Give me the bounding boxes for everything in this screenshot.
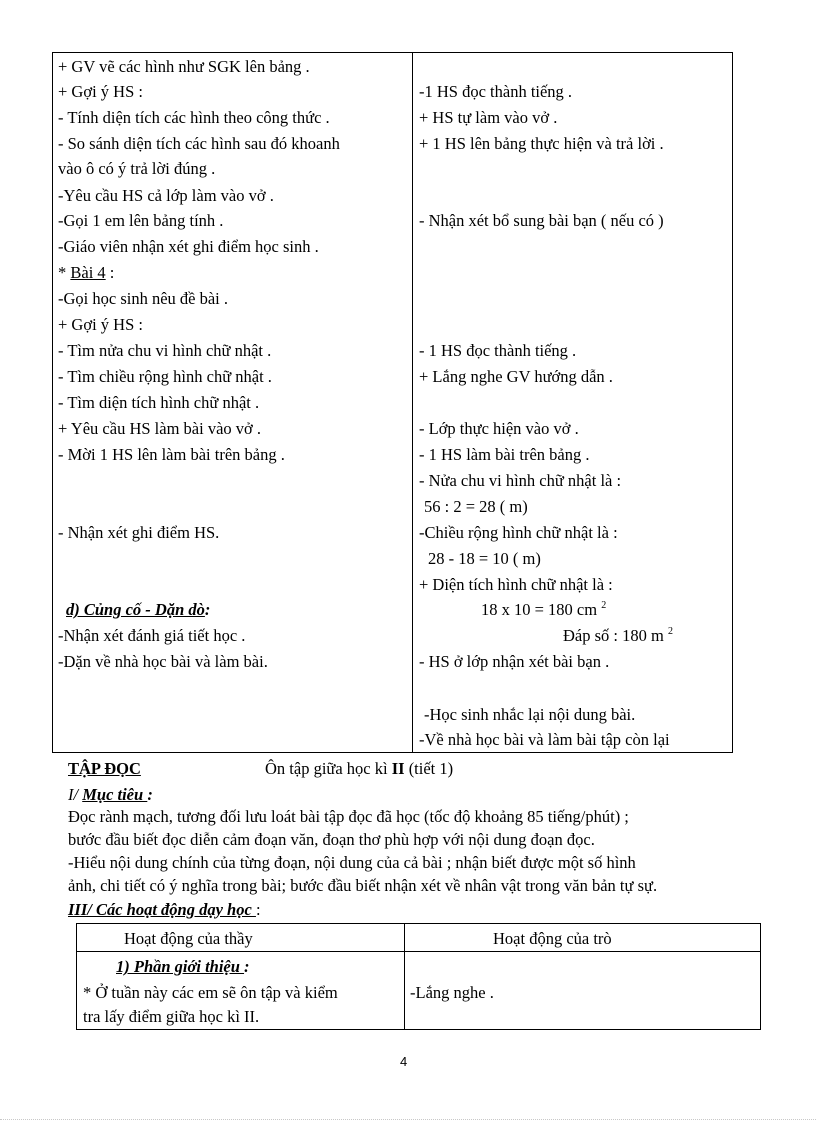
teacher-step: -Gọi 1 em lên bảng tính . (58, 211, 224, 230)
student-step: + Diện tích hình chữ nhật là : (419, 575, 613, 594)
lesson-title-suffix: (tiết 1) (404, 759, 454, 778)
table2-header-teacher: Hoạt động của thầy (124, 929, 253, 948)
student-step: - Nửa chu vi hình chữ nhật là : (419, 471, 622, 490)
area-expression: 18 x 10 = 180 cm (481, 600, 598, 619)
teacher-step: * Ở tuần này các em sẽ ôn tập và kiểm (83, 983, 338, 1002)
teacher-step: -Dặn về nhà học bài và làm bài. (58, 652, 268, 671)
table1-border-right (732, 52, 733, 752)
page-bottom-border (0, 1119, 816, 1120)
teacher-step: -Giáo viên nhận xét ghi điểm học sinh . (58, 237, 319, 256)
student-step: + HS tự làm vào vở . (419, 108, 558, 127)
table2-border-right (760, 923, 761, 1030)
answer-exponent: 2 (667, 626, 673, 637)
student-step: -Về nhà học bài và làm bài tập còn lại (419, 730, 670, 749)
calculation: 56 : 2 = 28 ( m) (424, 497, 528, 516)
section-1-title: 1) Phần giới thiệu (116, 957, 245, 976)
objective-line: -Hiểu nội dung chính của từng đoạn, nội dung của cả bài ; nhận biết được một số hình (68, 853, 636, 872)
teacher-step: -Gọi học sinh nêu đề bài . (58, 289, 229, 308)
objective-line: bước đầu biết đọc diễn cảm đoạn văn, đoạn thơ phù hợp với nội dung đoạn đọc. (68, 830, 595, 849)
colon: : (244, 957, 250, 976)
student-step: - HS ở lớp nhận xét bài bạn . (419, 652, 610, 671)
activities-title: III/ Các hoạt động dạy học (68, 900, 256, 919)
student-step: -Học sinh nhắc lại nội dung bài. (424, 705, 636, 724)
teacher-step: - Tính diện tích các hình theo công thức . (58, 108, 330, 127)
section-1-heading (116, 956, 250, 978)
colon: : (147, 785, 153, 804)
area-calculation (481, 599, 606, 621)
subject-heading: TẬP ĐỌC (68, 759, 141, 778)
teacher-step: - Nhận xét ghi điểm HS. (58, 523, 220, 542)
lesson-title-roman: II (391, 759, 405, 778)
student-step: - Lớp thực hiện vào vở . (419, 419, 579, 438)
colon: : (105, 263, 115, 282)
student-step: - 1 HS đọc thành tiếng . (419, 341, 577, 360)
colon: : (255, 900, 261, 919)
teacher-step: vào ô có ý trả lời đúng . (58, 159, 216, 178)
teacher-step: -Yêu cầu HS cả lớp làm vào vở . (58, 186, 274, 205)
objectives-prefix: I/ (68, 785, 83, 804)
teacher-step: + Gợi ý HS : (58, 82, 143, 101)
teacher-step: + Gợi ý HS : (58, 315, 143, 334)
student-step: -Lắng nghe . (410, 983, 494, 1002)
exercise-4-label: Bài 4 (70, 263, 106, 282)
table1-border-bottom (52, 752, 733, 753)
answer (563, 625, 673, 647)
lesson-title (265, 758, 453, 780)
table2-border-left (76, 923, 77, 1030)
teacher-step: + Yêu cầu HS làm bài vào vở . (58, 419, 261, 438)
objective-line: Đọc rành mạch, tương đối lưu loát bài tập đọc đã học (tốc độ khoảng 85 tiếng/phút) ; (68, 807, 629, 826)
student-step: -Chiều rộng hình chữ nhật là : (419, 523, 618, 542)
area-exponent: 2 (601, 600, 607, 611)
table2-border-middle (404, 923, 405, 1030)
table1-border-top (52, 52, 733, 53)
bullet: * (58, 263, 71, 282)
table2-border-bottom (76, 1029, 761, 1030)
student-step: -1 HS đọc thành tiếng . (419, 82, 573, 101)
table2-header-student: Hoạt động của trò (493, 929, 612, 948)
table2-header-divider (76, 951, 761, 952)
section-d-title: d) Củng cố - Dặn dò (66, 600, 205, 619)
lesson-title-text: Ôn tập giữa học kì (265, 759, 392, 778)
activities-heading (68, 899, 261, 921)
student-step: - Nhận xét bổ sung bài bạn ( nếu có ) (419, 211, 664, 230)
objectives-title: Mục tiêu (82, 785, 148, 804)
teacher-step: - Tìm chiều rộng hình chữ nhật . (58, 367, 272, 386)
teacher-step: -Nhận xét đánh giá tiết học . (58, 626, 246, 645)
student-step: - 1 HS làm bài trên bảng . (419, 445, 590, 464)
teacher-step: - Mời 1 HS lên làm bài trên bảng . (58, 445, 285, 464)
table1-border-middle (412, 52, 413, 752)
exercise-4-heading (58, 262, 114, 284)
section-d-heading (66, 599, 210, 621)
table1-border-left (52, 52, 53, 752)
teacher-step: - Tìm nửa chu vi hình chữ nhật . (58, 341, 272, 360)
page-number: 4 (400, 1054, 408, 1069)
student-step: + 1 HS lên bảng thực hiện và trả lời . (419, 134, 664, 153)
student-step: + Lắng nghe GV hướng dẫn . (419, 367, 613, 386)
calculation: 28 - 18 = 10 ( m) (428, 549, 541, 568)
teacher-step: + GV vẽ các hình như SGK lên bảng . (58, 57, 310, 76)
teacher-step: - Tìm diện tích hình chữ nhật . (58, 393, 260, 412)
objective-line: ảnh, chi tiết có ý nghĩa trong bài; bước đầu biết nhận xét về nhân vật trong văn bản tự sự. (68, 876, 658, 895)
table2-border-top (76, 923, 761, 924)
objectives-heading (68, 784, 153, 806)
teacher-step: tra lấy điểm giữa học kì II. (83, 1007, 260, 1026)
answer-text: Đáp số : 180 m (563, 626, 664, 645)
colon: : (204, 600, 211, 619)
teacher-step: - So sánh diện tích các hình sau đó khoanh (58, 134, 340, 153)
